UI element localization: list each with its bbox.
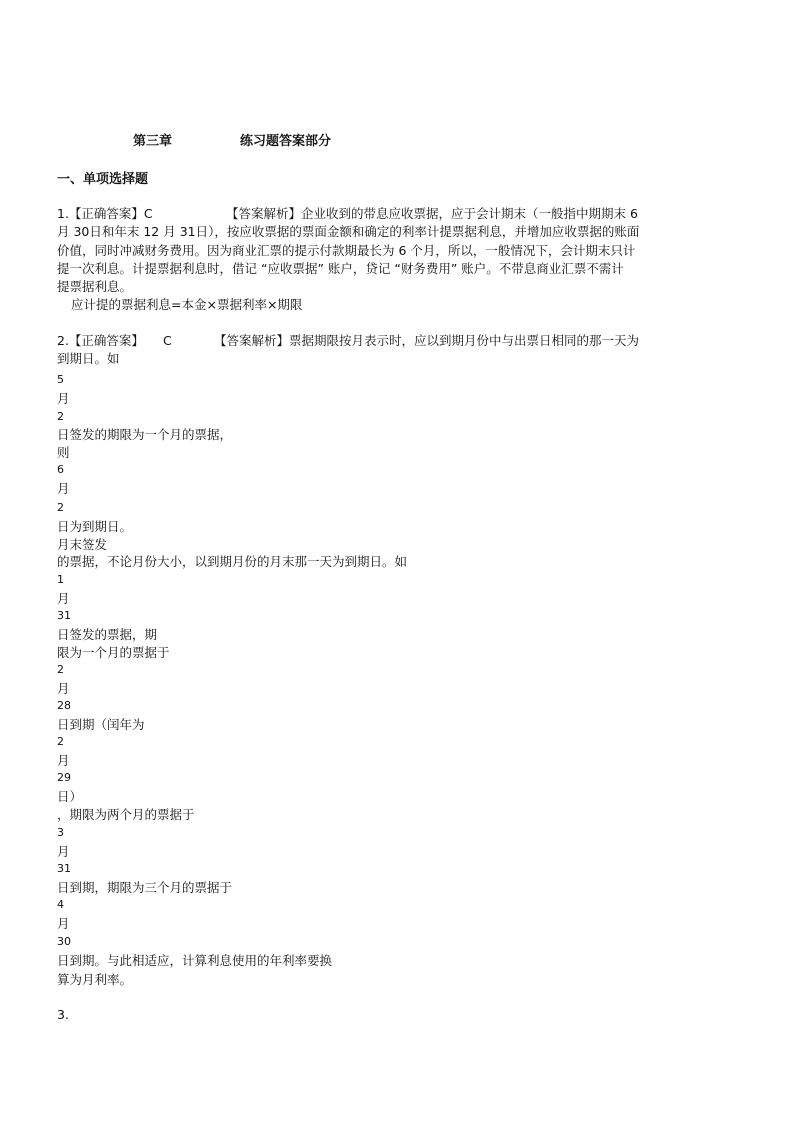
q2-body-line: 日为到期日。: [57, 519, 133, 534]
q2-body-line: 则: [57, 445, 70, 460]
q2-body-line: 31: [57, 862, 71, 875]
q2-body-line: 月: [57, 916, 70, 931]
q1-explanation-line2: 月 30日和年末 12 月 31日），按应收票据的票面金额和确定的利率计提票据利息，并增加应收票据的账面: [57, 224, 640, 239]
q2-body-line: 日到期。与此相适应，计算利息使用的年利率要换: [57, 953, 333, 968]
q2-body-line: 28: [57, 699, 71, 712]
q2-body-line: 31: [57, 609, 71, 622]
q3-label: 3.: [57, 1007, 69, 1022]
q2-answer-value: C: [163, 333, 172, 348]
chapter-title: 第三章: [133, 134, 173, 149]
q1-explanation-line1: 【答案解析】企业收到的带息应收票据，应于会计期末（一般指中期期末 6: [226, 206, 638, 221]
q2-body-line: 4: [57, 898, 64, 911]
q2-body-line: 3: [57, 826, 64, 839]
section-title: 练习题答案部分: [240, 134, 332, 149]
section-heading: 一、单项选择题: [57, 172, 149, 187]
q2-body-line: 6: [57, 463, 64, 476]
q2-body-line: 日到期，期限为三个月的票据于: [57, 880, 233, 895]
q2-body-line: 月末签发: [57, 537, 108, 552]
q2-body-line: 30: [57, 935, 71, 948]
q2-body-line: 月: [57, 481, 70, 496]
q2-body-line: 29: [57, 771, 71, 784]
q2-body-line: 的票据，不论月份大小，以到期月份的月末那一天为到期日。如: [57, 554, 408, 569]
q2-body-line: 2: [57, 501, 64, 514]
q2-body-line: 1: [57, 573, 64, 586]
q2-body-line: 月: [57, 591, 70, 606]
q2-body-line: 到期日。如: [57, 351, 120, 366]
q2-body-line: 月: [57, 844, 70, 859]
q1-answer-label: 1.【正确答案】C: [57, 206, 153, 221]
q1-explanation-line3: 价值，同时冲减财务费用。因为商业汇票的提示付款期最长为 6 个月，所以，一般情况下，会计期末只计: [57, 243, 636, 258]
q2-body-line: 5: [57, 373, 64, 386]
q2-body-line: 月: [57, 753, 70, 768]
q2-body-line: 算为月利率。: [57, 972, 133, 987]
q2-body-line: 2: [57, 663, 64, 676]
q2-body-line: 限为一个月的票据于: [57, 645, 170, 660]
q1-explanation-line4: 提一次利息。计提票据利息时，借记 “应收票据” 账户，贷记 “财务费用” 账户。不带息商业汇票不需计: [57, 261, 624, 276]
q2-body-line: 2: [57, 735, 64, 748]
q2-answer-label: 2.【正确答案】: [57, 333, 144, 348]
q2-body-line: ，期限为两个月的票据于: [57, 807, 195, 822]
q2-body-line: 日到期（闰年为: [57, 717, 145, 732]
q2-explanation-head: 【答案解析】票据期限按月表示时，应以到期月份中与出票日相同的那一天为: [214, 333, 640, 348]
q2-body-line: 2: [57, 410, 64, 423]
q1-formula: 应计提的票据利息=本金×票据利率×期限: [71, 297, 303, 312]
q2-body-line: 日）: [57, 789, 83, 804]
q1-explanation-line5: 提票据利息。: [57, 279, 133, 294]
q2-body-line: 日签发的票据，期: [57, 627, 158, 642]
q2-body-line: 月: [57, 681, 70, 696]
q2-body-line: 月: [57, 391, 70, 406]
q2-body-line: 日签发的期限为一个月的票据，: [57, 427, 233, 442]
